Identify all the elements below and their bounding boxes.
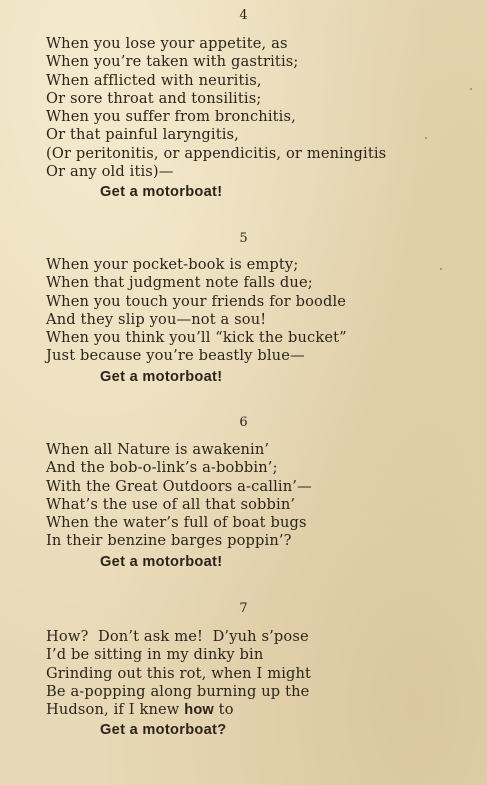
stanza-number: 6 — [239, 415, 248, 430]
verse-line: When the water’s full of boat bugs — [46, 514, 307, 532]
stanza-number: 5 — [239, 231, 248, 246]
refrain: Get a motorboat! — [100, 184, 223, 201]
refrain: Get a motorboat! — [100, 368, 223, 385]
verse-line: When that judgment note falls due; — [46, 274, 313, 292]
paper-speck — [440, 268, 442, 270]
verse-line: And they slip you—not a sou! — [46, 310, 267, 328]
stanza-7 — [46, 628, 466, 738]
verse-line: Or any old itis)— — [46, 163, 174, 181]
refrain: Get a motorboat! — [100, 553, 223, 570]
verse-line: In their benzine barges poppin’? — [46, 532, 292, 550]
verse-line: Be a-popping along burning up the — [46, 682, 310, 700]
verse-line: When your pocket-book is empty; — [46, 256, 299, 273]
stanza-number: 4 — [239, 8, 248, 23]
stanza-6 — [46, 441, 466, 570]
verse-line: Grinding out this rot, when I might — [46, 664, 312, 682]
verse-line: (Or peritonitis, or appendicitis, or meningitis — [46, 144, 387, 162]
verse-line: And the bob-o-link’s a-bobbin’; — [46, 459, 278, 477]
verse-line: Just because you’re beastly blue— — [46, 347, 305, 365]
stanza-number: 7 — [239, 601, 248, 616]
emphasis-word: how — [184, 702, 214, 719]
verse-line: When you suffer from bronchitis, — [46, 108, 296, 126]
paper-speck — [470, 88, 472, 90]
verse-line: How? Don’t ask me! D’yuh s’pose — [46, 628, 309, 645]
stanza-5 — [46, 256, 466, 385]
verse-line: Or sore throat and tonsilitis; — [46, 89, 262, 107]
refrain: Get a motorboat? — [100, 722, 227, 739]
verse-line: When all Nature is awakenin’ — [46, 441, 270, 458]
verse-line: I’d be sitting in my dinky bin — [46, 646, 264, 664]
verse-line: With the Great Outdoors a-callin’— — [46, 477, 312, 495]
verse-line: When you touch your friends for boodle — [46, 292, 347, 310]
verse-text: to — [213, 701, 234, 719]
verse-line: When you’re taken with gastritis; — [46, 53, 299, 71]
verse-line: Or that painful laryngitis, — [46, 126, 239, 144]
verse-line: When you think you’ll “kick the bucket” — [46, 329, 347, 347]
verse-line: What’s the use of all that sobbin’ — [46, 495, 296, 513]
verse-line — [46, 701, 466, 719]
verse-text: Hudson, if I knew — [46, 701, 185, 719]
verse-line: When afflicted with neuritis, — [46, 71, 262, 89]
verse-line: When you lose your appetite, as — [46, 35, 288, 52]
paper-speck — [425, 137, 427, 139]
stanza-4 — [46, 35, 466, 200]
